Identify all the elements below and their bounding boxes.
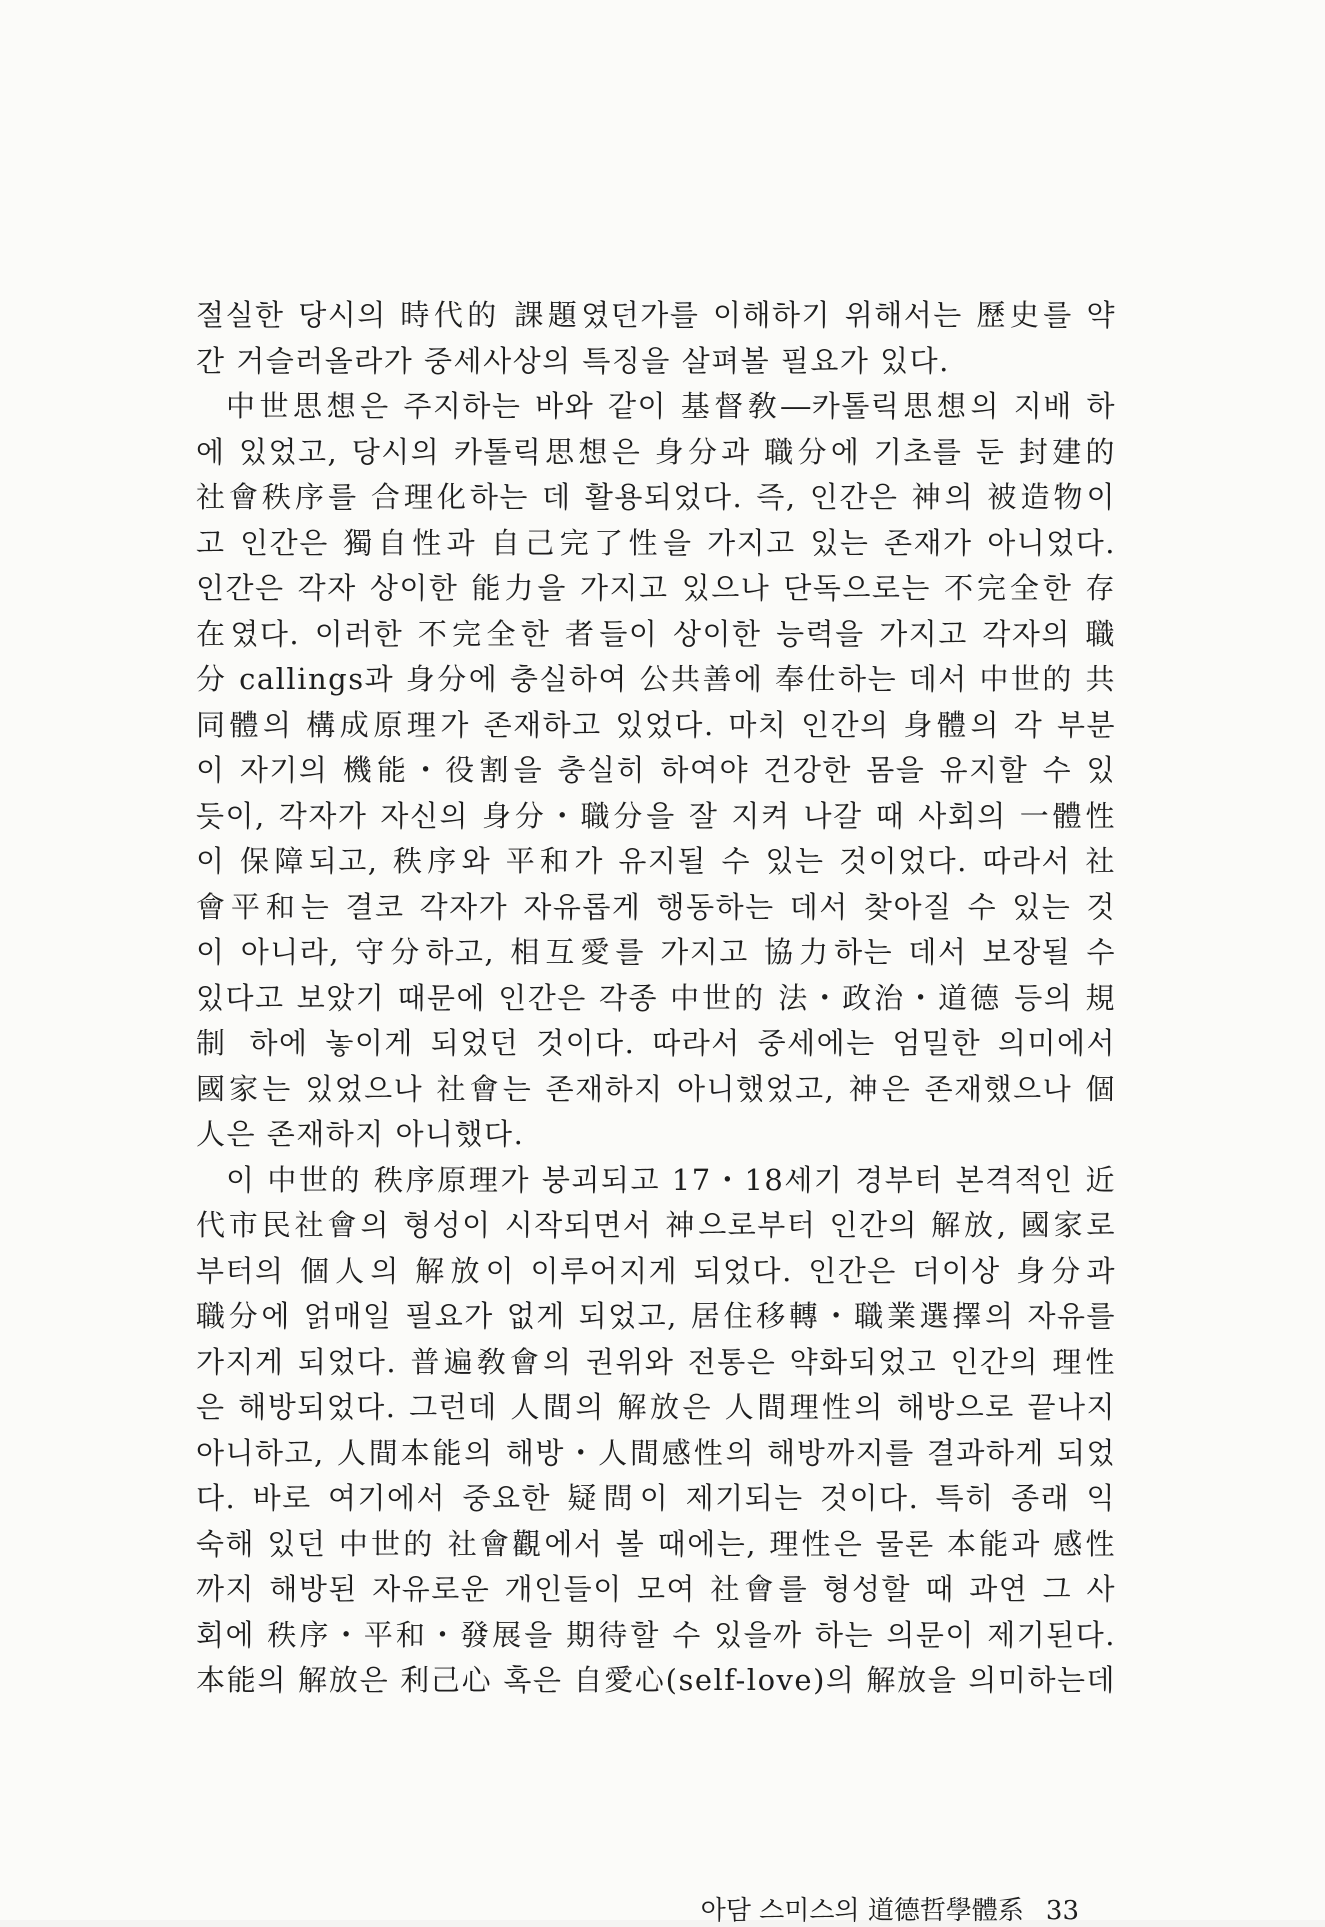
text-line: 이 中世的 秩序原理가 붕괴되고 17・18세기 경부터 본격적인 近: [226, 1162, 1116, 1197]
text-line: 부터의 個人의 解放이 이루어지게 되었다. 인간은 더이상 身分과: [196, 1253, 1116, 1288]
text-line: 代市民社會의 형성이 시작되면서 神으로부터 인간의 解放, 國家로: [196, 1208, 1116, 1242]
text-line: 社會秩序를 合理化하는 데 활용되었다. 즉, 인간은 神의 被造物이: [196, 480, 1116, 514]
text-line: 까지 해방된 자유로운 개인들이 모여 社會를 형성할 때 과연 그 사: [196, 1572, 1116, 1606]
body-text: [196, 293, 1116, 1704]
text-line: 分 callings과 身分에 충실하여 公共善에 奉仕하는 데서 中世的 共: [196, 662, 1116, 696]
text-line: 에 있었고, 당시의 카톨릭思想은 身分과 職分에 기초를 둔 封建的: [196, 434, 1116, 469]
text-line: 숙해 있던 中世的 社會觀에서 볼 때에는, 理性은 물론 本能과 感性: [196, 1526, 1116, 1561]
text-line: 이 아니라, 守分하고, 相互愛를 가지고 協力하는 데서 보장될 수: [196, 935, 1116, 969]
text-line: 同體의 構成原理가 존재하고 있었다. 마치 인간의 身體의 각 부분: [196, 707, 1116, 742]
text-line: 인간은 각자 상이한 能力을 가지고 있으나 단독으로는 不完全한 存: [196, 571, 1116, 605]
text-line: 會平和는 결코 각자가 자유롭게 행동하는 데서 찾아질 수 있는 것: [196, 889, 1116, 924]
text-line: 있다고 보았기 때문에 인간은 각종 中世的 法・政治・道德 등의 規: [196, 980, 1116, 1015]
text-line: 절실한 당시의 時代的 課題였던가를 이해하기 위해서는 歷史를 약: [196, 298, 1116, 332]
text-line: 고 인간은 獨自性과 自己完了性을 가지고 있는 존재가 아니었다.: [196, 525, 1116, 560]
text-line: 制 하에 놓이게 되었던 것이다. 따라서 중세에는 엄밀한 의미에서: [196, 1026, 1116, 1060]
text-line: 이 保障되고, 秩序와 平和가 유지될 수 있는 것이었다. 따라서 社: [196, 844, 1116, 878]
text-line: 다. 바로 여기에서 중요한 疑問이 제기되는 것이다. 특히 종래 익: [196, 1481, 1116, 1515]
page-footer: [701, 1890, 1079, 1927]
text-line: 在였다. 이러한 不完全한 者들이 상이한 능력을 가지고 각자의 職: [196, 616, 1116, 651]
text-line: 아니하고, 人間本能의 해방・人間感性의 해방까지를 결과하게 되었: [196, 1435, 1116, 1470]
page-number: 33: [1045, 1896, 1079, 1926]
text-line: 듯이, 각자가 자신의 身分・職分을 잘 지켜 나갈 때 사회의 一體性: [196, 798, 1116, 833]
text-line: 가지게 되었다. 普遍敎會의 권위와 전통은 약화되었고 인간의 理性: [196, 1344, 1116, 1379]
text-line: 本能의 解放은 利己心 혹은 自愛心(self-love)의 解放을 의미하는데: [196, 1663, 1116, 1697]
text-line: 이 자기의 機能・役割을 충실히 하여야 건강한 몸을 유지할 수 있: [196, 753, 1116, 787]
text-line: 회에 秩序・平和・發展을 期待할 수 있을까 하는 의문이 제기된다.: [196, 1617, 1116, 1652]
text-line: 中世思想은 주지하는 바와 같이 基督敎―카톨릭思想의 지배 하: [226, 389, 1116, 423]
text-line: 國家는 있었으나 社會는 존재하지 아니했었고, 神은 존재했으나 個: [196, 1071, 1116, 1106]
text-line: 간 거슬러올라가 중세사상의 특징을 살펴볼 필요가 있다.: [196, 343, 950, 378]
running-title: 아담 스미스의 道德哲學體系: [700, 1896, 1024, 1926]
text-line: 은 해방되었다. 그런데 人間의 解放은 人間理性의 해방으로 끝나지: [196, 1390, 1116, 1424]
text-line: 人은 존재하지 아니했다.: [196, 1117, 525, 1151]
text-line: 職分에 얽매일 필요가 없게 되었고, 居住移轉・職業選擇의 자유를: [196, 1299, 1116, 1333]
